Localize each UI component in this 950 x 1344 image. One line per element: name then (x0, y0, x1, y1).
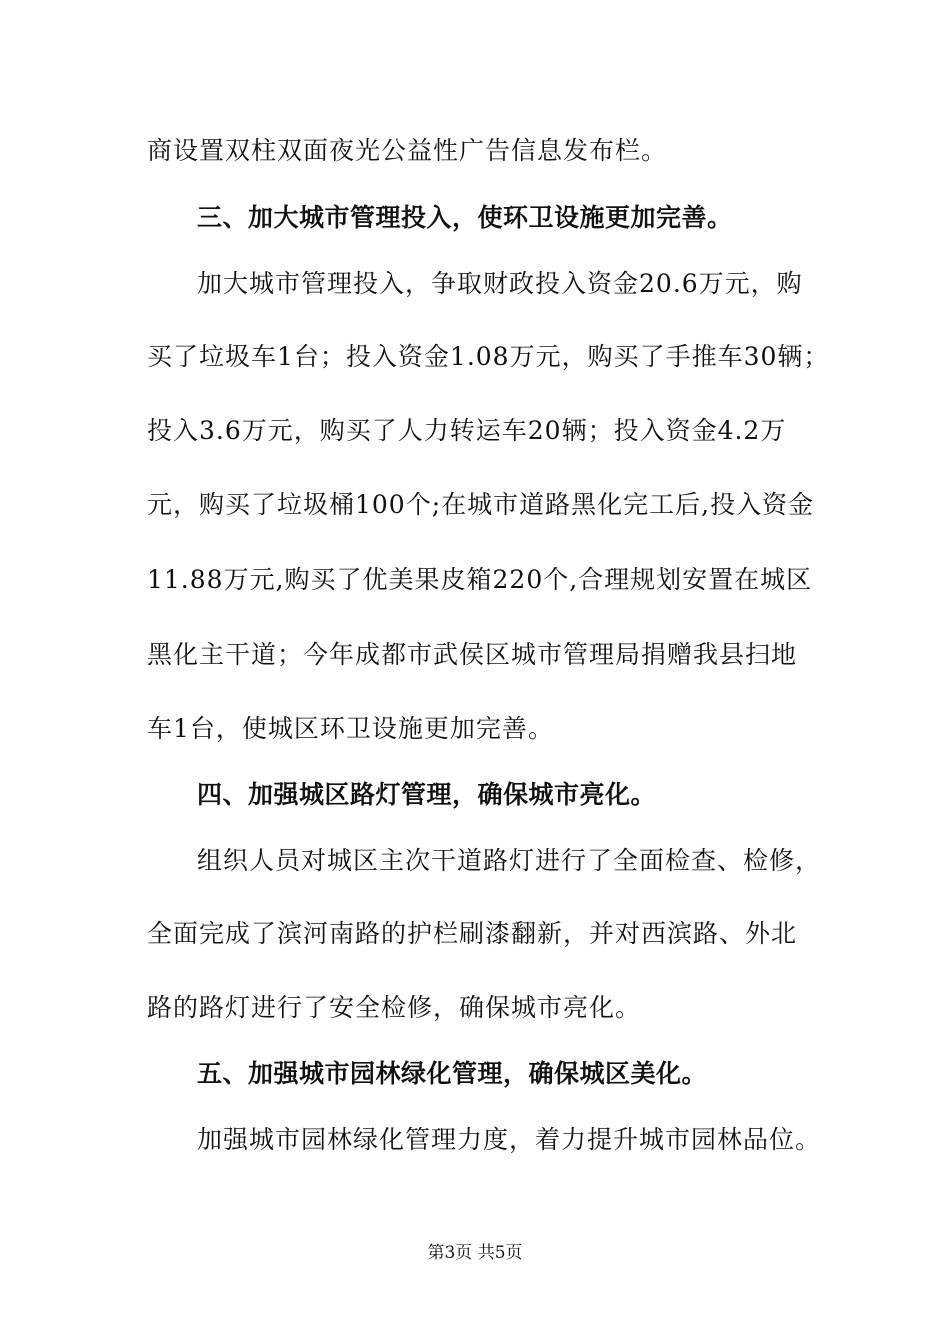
paragraph-line: 车1台，使城区环卫设施更加完善。 (147, 714, 554, 743)
section-heading-3: 三、加大城市管理投入，使环卫设施更加完善。 (197, 203, 733, 232)
paragraph-line: 元，购买了垃圾桶100个;在城市道路黑化完工后,投入资金 (147, 490, 815, 519)
section-heading-4: 四、加强城区路灯管理，确保城市亮化。 (197, 780, 657, 809)
paragraph-line: 买了垃圾车1台；投入资金1.08万元，购买了手推车30辆； (147, 342, 830, 371)
paragraph-line: 加强城市园林绿化管理力度，着力提升城市园林品位。 (197, 1125, 822, 1154)
paragraph-line: 投入3.6万元，购买了人力转运车20辆；投入资金4.2万 (147, 416, 787, 445)
section-heading-5: 五、加强城市园林绿化管理，确保城区美化。 (197, 1059, 708, 1088)
page-number-footer: 第3页 共5页 (427, 1243, 523, 1263)
paragraph-line: 路的路灯进行了安全检修，确保城市亮化。 (147, 993, 642, 1022)
paragraph-line: 全面完成了滨河南路的护栏刷漆翻新，并对西滨路、外北 (147, 919, 798, 948)
paragraph-line: 商设置双柱双面夜光公益性广告信息发布栏。 (147, 136, 668, 165)
paragraph-line: 黑化主干道；今年成都市武侯区城市管理局捐赠我县扫地 (147, 640, 798, 669)
paragraph-line: 加大城市管理投入，争取财政投入资金20.6万元，购 (197, 269, 803, 298)
paragraph-line: 11.88万元,购买了优美果皮箱220个,合理规划安置在城区 (147, 565, 813, 594)
paragraph-line: 组织人员对城区主次干道路灯进行了全面检查、检修， (197, 846, 822, 875)
